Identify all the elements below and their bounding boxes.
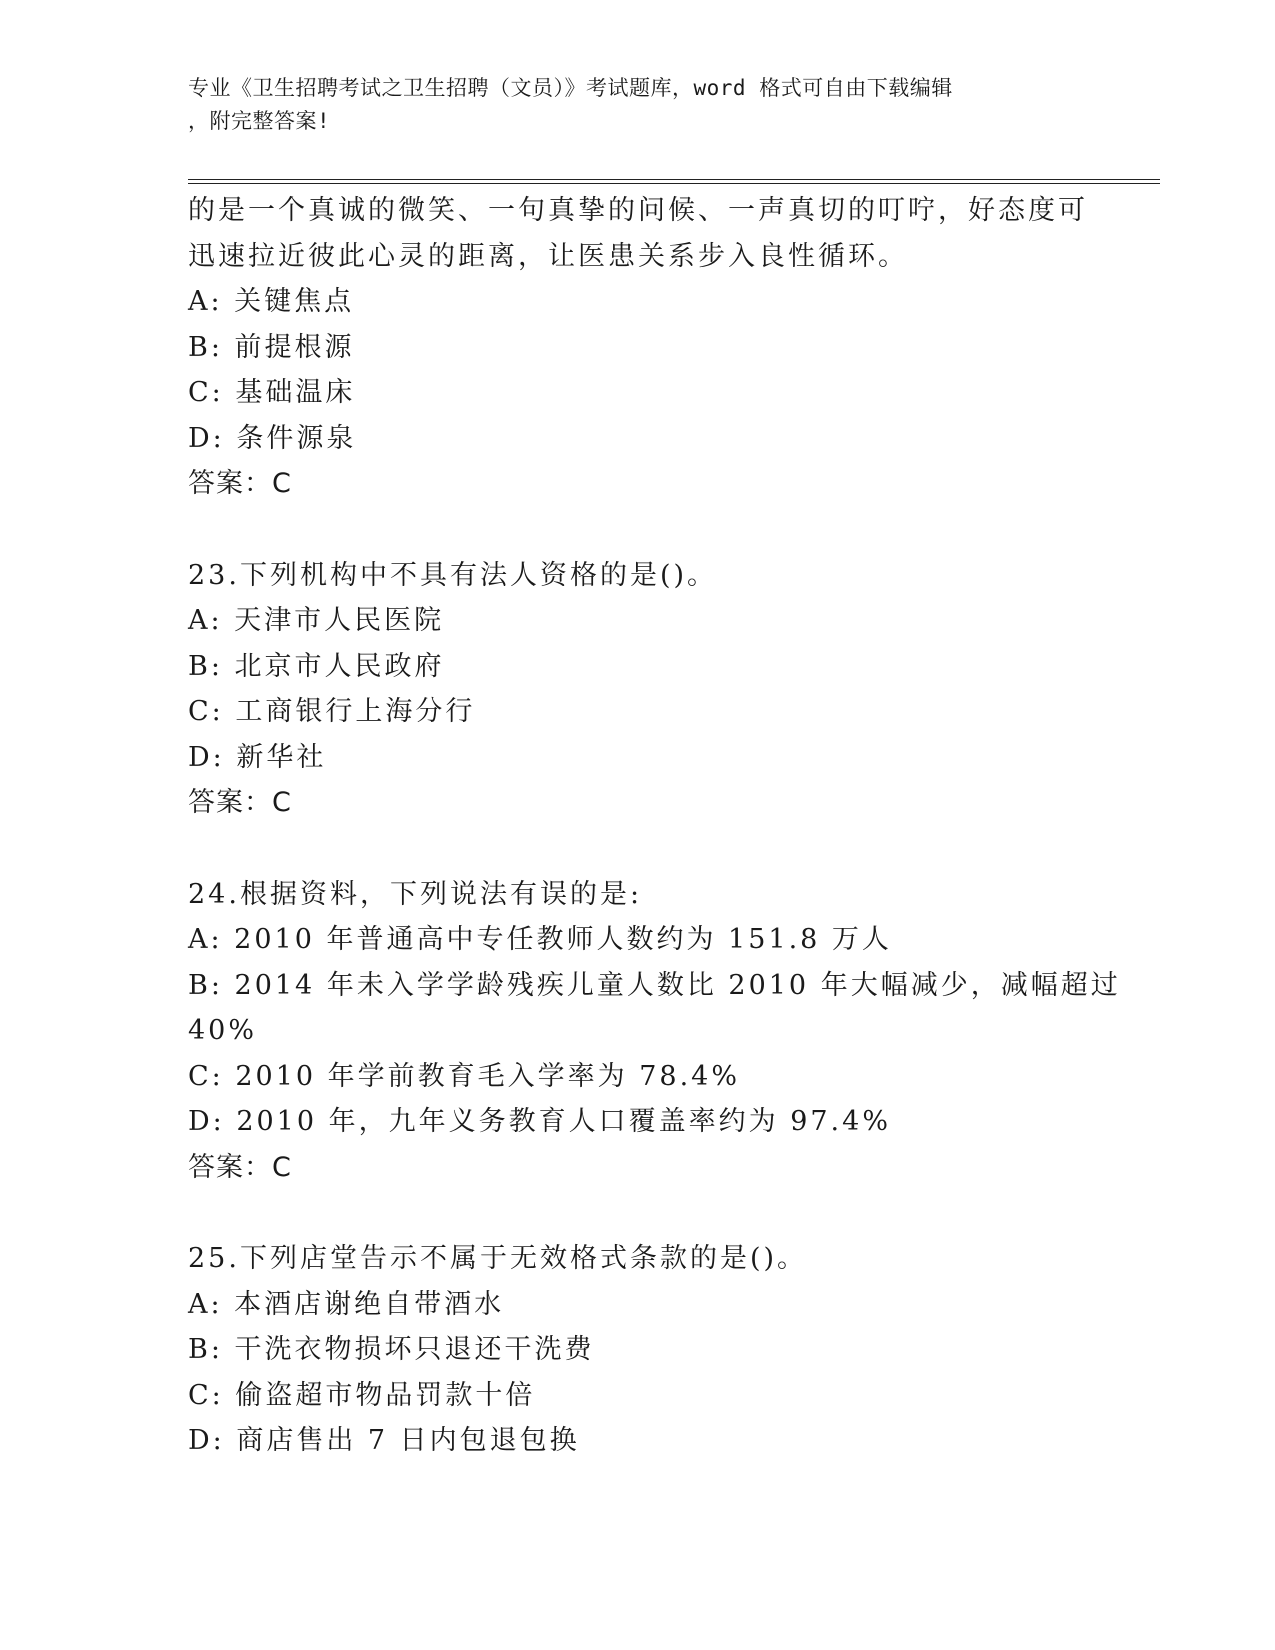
option-a: A: 本酒店谢绝自带酒水 <box>188 1288 505 1320</box>
option-c: C: 基础温床 <box>188 377 356 408</box>
option-b: B: 前提根源 <box>188 331 355 363</box>
option-c: C: 工商银行上海分行 <box>188 696 476 727</box>
question-content <box>188 188 1121 1464</box>
question-text: 25.下列店堂告示不属于无效格式条款的是()。 <box>188 1243 808 1274</box>
option-b: B: 2014 年未入学学龄残疾儿童人数比 2010 年大幅减少，减幅超过 <box>188 969 1121 1001</box>
question-22-continuation <box>188 188 1088 507</box>
answer-label: 答案：C <box>188 468 292 499</box>
header-line-1: 专业《卫生招聘考试之卫生招聘（文员）》考试题库，word 格式可自由下载编辑 <box>188 76 953 100</box>
answer-label: 答案：C <box>188 1151 292 1183</box>
answer-label: 答案：C <box>188 787 292 818</box>
spacer <box>188 1190 1088 1236</box>
question-text-line: 迅速拉近彼此心灵的距离，让医患关系步入良性循环。 <box>188 240 908 272</box>
question-text: 24.根据资料，下列说法有误的是: <box>188 878 643 910</box>
option-d: D: 2010 年，九年义务教育人口覆盖率约为 97.4% <box>188 1106 891 1137</box>
option-b-continuation: 40% <box>188 1015 258 1046</box>
spacer <box>188 826 1088 872</box>
document-header <box>188 72 1068 138</box>
question-24 <box>188 872 1121 1191</box>
option-d: D: 条件源泉 <box>188 422 357 454</box>
question-25 <box>188 1236 1088 1464</box>
option-a: A: 关键焦点 <box>188 286 355 317</box>
option-d: D: 新华社 <box>188 741 327 773</box>
question-text: 23.下列机构中不具有法人资格的是()。 <box>188 559 718 591</box>
option-c: C: 偷盗超市物品罚款十倍 <box>188 1379 536 1411</box>
question-text-line: 的是一个真诚的微笑、一句真挚的问候、一声真切的叮咛，好态度可 <box>188 195 1088 226</box>
option-a: A: 2010 年普通高中专任教师人数约为 151.8 万人 <box>188 924 892 955</box>
header-divider <box>188 179 1160 184</box>
spacer <box>188 507 1088 553</box>
option-b: B: 干洗衣物损坏只退还干洗费 <box>188 1334 595 1365</box>
header-line-2: ，附完整答案! <box>188 109 331 133</box>
option-d: D: 商店售出 7 日内包退包换 <box>188 1425 580 1456</box>
option-c: C: 2010 年学前教育毛入学率为 78.4% <box>188 1060 740 1092</box>
option-a: A: 天津市人民医院 <box>188 605 445 636</box>
question-23 <box>188 553 1088 826</box>
option-b: B: 北京市人民政府 <box>188 650 445 682</box>
